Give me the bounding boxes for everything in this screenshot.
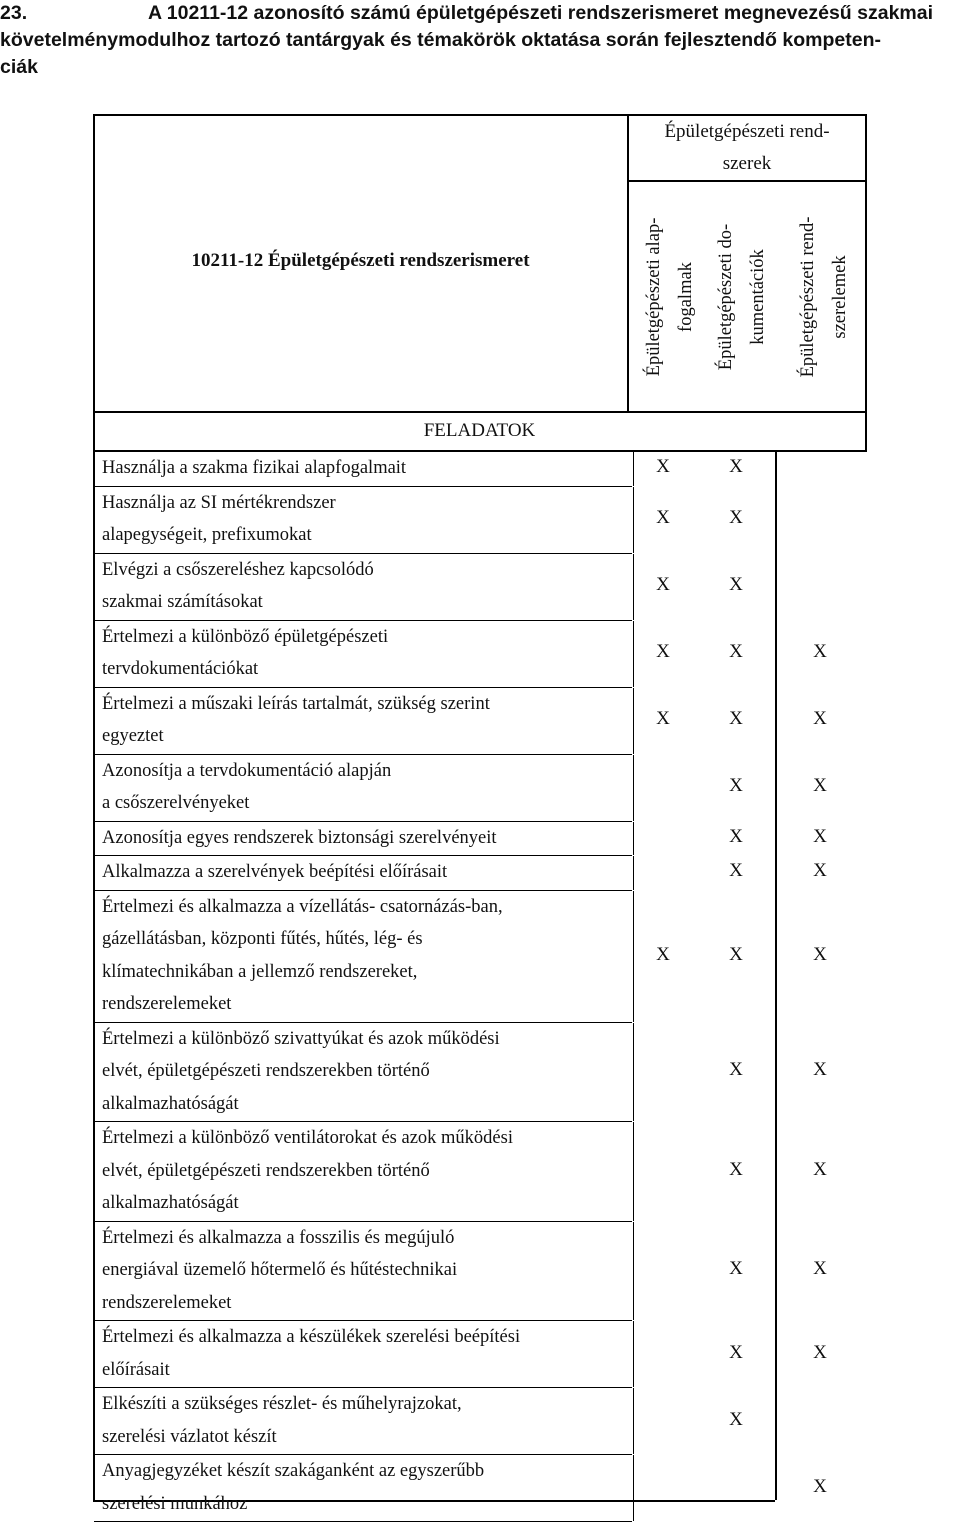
competency-mark: X: [729, 943, 743, 965]
column-header-line: Épületgépészeti alap-: [644, 217, 664, 377]
task-text-line: rendszerelemeket: [102, 1292, 232, 1313]
heading-line-1: A 10211-12 azonosító számú épületgépészeti rendszerismeret megnevezésű szakmai: [148, 2, 934, 24]
column-rule: [633, 487, 634, 553]
competency-mark: X: [729, 708, 743, 729]
task-text-line: Értelmezi a különböző ventilátorokat és azok működési: [102, 1128, 513, 1148]
task-text-line: alkalmazhatóságát: [102, 1193, 239, 1213]
task-text-line: Elvégzi a csőszereléshez kapcsolódó: [102, 559, 374, 580]
task-text-line: alapegységeit, prefixumokat: [102, 525, 312, 545]
group-header-line-1: Épületgépészeti rend-: [664, 121, 830, 142]
competency-mark: X: [813, 708, 827, 729]
competency-mark: X: [813, 775, 827, 796]
table-border: [93, 114, 95, 1502]
column-rule: [633, 1321, 634, 1387]
task-text-line: egyeztet: [102, 726, 164, 746]
column-rule: [633, 452, 634, 486]
competency-mark: X: [729, 1059, 743, 1081]
competency-mark: X: [656, 507, 670, 528]
task-text-line: energiával üzemelő hőtermelő és hűtéstechnikai: [102, 1260, 458, 1280]
competency-mark: X: [656, 708, 670, 729]
task-text-line: szakmai számításokat: [102, 592, 263, 612]
section-label: FELADATOK: [423, 420, 536, 441]
task-text-line: tervdokumentációkat: [102, 659, 259, 679]
competency-mark: X: [813, 1341, 827, 1363]
column-header-line: szerelemek: [830, 255, 850, 339]
competency-mark: X: [813, 943, 827, 965]
group-header: [628, 116, 866, 180]
competency-mark: X: [729, 1158, 743, 1180]
task-text-line: Azonosítja egyes rendszerek biztonsági szerelvényeit: [102, 827, 497, 848]
column-header-line: kumentációk: [748, 249, 768, 345]
column-header-line: Épületgépészeti do-: [716, 223, 736, 371]
competency-mark: X: [656, 574, 670, 595]
task-text-line: rendszerelemeket: [102, 994, 232, 1014]
competency-mark: X: [813, 1158, 827, 1180]
column-header-alapfogalmak: [638, 190, 702, 404]
column-rule: [633, 688, 634, 754]
task-text-line: Értelmezi és alkalmazza a fosszilis és megújuló: [102, 1227, 455, 1248]
column-rule: [633, 822, 634, 856]
task-text-line: Anyagjegyzéket készít szakáganként az egyszerűbb: [102, 1461, 485, 1481]
competency-mark: X: [729, 860, 743, 882]
column-rule: [633, 1222, 634, 1321]
competency-mark: X: [729, 775, 743, 796]
task-text-line: Értelmezi és alkalmazza a vízellátás- csatornázás-ban,: [102, 896, 503, 917]
competency-mark: X: [813, 1258, 827, 1280]
competency-mark: X: [813, 1059, 827, 1081]
table-border: [775, 452, 777, 1500]
column-rule: [633, 755, 634, 821]
competency-mark: X: [656, 456, 670, 478]
heading-line-2: követelménymodulhoz tartozó tantárgyak és témakörök oktatása során fejlesztendő kompeten-: [0, 29, 881, 51]
column-rule: [633, 1455, 634, 1521]
task-text-line: Értelmezi és alkalmazza a készülékek szerelési beépítési: [102, 1327, 521, 1347]
competency-mark: X: [729, 825, 743, 847]
column-header-line: fogalmak: [676, 262, 696, 332]
task-text-line: Használja az SI mértékrendszer: [102, 492, 336, 513]
competency-mark: X: [813, 860, 827, 882]
competency-mark: X: [729, 641, 743, 662]
column-header-szerelemek: [792, 190, 856, 404]
competency-mark: X: [729, 456, 743, 478]
task-text-line: szerelési munkához: [102, 1493, 248, 1514]
task-text-line: a csőszerelvényeket: [102, 793, 250, 813]
competency-mark: X: [813, 1475, 827, 1497]
column-rule: [633, 1122, 634, 1221]
task-text-line: Értelmezi a különböző szivattyúkat és azok működési: [102, 1028, 500, 1049]
task-text-line: Elkészíti a szükséges részlet- és műhelyrajzokat,: [102, 1394, 462, 1414]
group-header-line-2: szerek: [722, 153, 772, 174]
section-number: 23.: [0, 2, 28, 24]
competency-mark: X: [729, 1341, 743, 1363]
column-rule: [633, 856, 634, 890]
task-text-line: alkalmazhatóságát: [102, 1093, 239, 1114]
heading-line-3: ciák: [0, 56, 38, 78]
competency-mark: X: [729, 1258, 743, 1280]
task-text-line: előírásait: [102, 1359, 170, 1380]
task-text-line: elvét, épületgépészeti rendszerekben történő: [102, 1061, 430, 1081]
competency-mark: X: [729, 574, 743, 595]
module-title: 10211-12 Épületgépészeti rendszerismeret: [191, 250, 530, 271]
task-text-line: Használja a szakma fizikai alapfogalmait: [102, 458, 407, 478]
task-text-line: szerelési vázlatot készít: [102, 1426, 277, 1447]
column-rule: [633, 891, 634, 1022]
task-text-line: Értelmezi a műszaki leírás tartalmát, szükség szerint: [102, 693, 490, 714]
table-border: [627, 180, 866, 182]
task-text-line: gázellátásban, központi fűtés, hűtés, lég- és: [102, 929, 423, 949]
task-text-line: Alkalmazza a szerelvények beépítési előírásait: [102, 862, 448, 882]
column-rule: [633, 1023, 634, 1122]
column-header-dokumentaciok: [710, 190, 774, 404]
competency-mark: X: [656, 943, 670, 965]
column-rule: [633, 554, 634, 620]
column-rule: [633, 1388, 634, 1454]
column-header-line: Épületgépészeti rend-: [798, 216, 818, 378]
task-text-line: klímatechnikában a jellemző rendszereket,: [102, 961, 418, 982]
task-text-line: Azonosítja a tervdokumentáció alapján: [102, 760, 392, 781]
competency-mark: X: [813, 825, 827, 847]
competency-mark: X: [729, 507, 743, 528]
competency-mark: X: [813, 641, 827, 662]
column-rule: [633, 621, 634, 687]
task-text-line: Értelmezi a különböző épületgépészeti: [102, 626, 389, 647]
competency-mark: X: [729, 1408, 743, 1430]
table-border: [93, 411, 866, 413]
competency-mark: X: [656, 641, 670, 662]
task-text-line: elvét, épületgépészeti rendszerekben történő: [102, 1160, 430, 1181]
